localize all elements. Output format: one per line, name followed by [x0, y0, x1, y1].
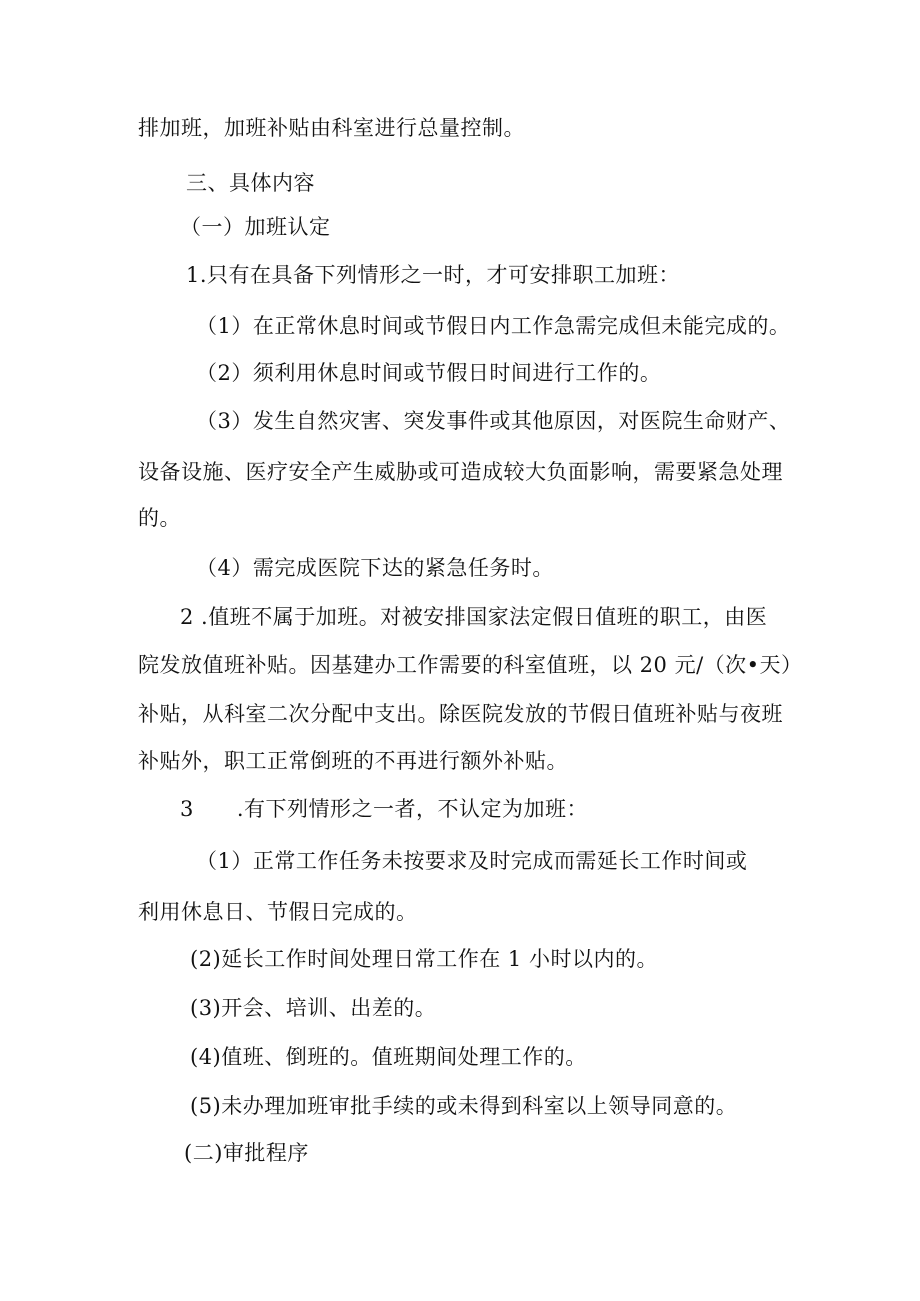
list-item: （1）在正常休息时间或节假日内工作急需完成但未能完成的。	[196, 314, 791, 338]
list-item: （2）须利用休息时间或节假日时间进行工作的。	[196, 361, 662, 385]
list-item: (4)值班、倒班的。值班期间处理工作的。	[190, 1045, 587, 1069]
paragraph-line: 1.只有在具备下列情形之一时，才可安排职工加班：	[186, 263, 681, 287]
paragraph-line: 补贴，从科室二次分配中支出。除医院发放的节假日值班补贴与夜班	[138, 702, 783, 726]
list-item: （3）发生自然灾害、突发事件或其他原因，对医院生命财产、	[196, 409, 791, 433]
list-item: (3)开会、培训、出差的。	[190, 996, 437, 1020]
paragraph-line: 排加班，加班补贴由科室进行总量控制。	[138, 116, 525, 140]
list-item: (2)延长工作时间处理日常工作在 1 小时以内的。	[190, 947, 658, 971]
paragraph-line: 设备设施、医疗安全产生威胁或可造成较大负面影响，需要紧急处理	[138, 460, 783, 484]
list-item: （4）需完成医院下达的紧急任务时。	[196, 556, 554, 580]
list-item: (5)未办理加班审批手续的或未得到科室以上领导同意的。	[190, 1094, 738, 1118]
list-item: （1）正常工作任务未按要求及时完成而需延长工作时间或	[196, 849, 748, 873]
paragraph-line: 院发放值班补贴。因基建办工作需要的科室值班，以 20 元/（次•天）	[138, 653, 803, 677]
subsection-heading: （一）加班认定	[180, 215, 331, 239]
section-heading: 三、具体内容	[186, 171, 315, 195]
paragraph-line: 3 .有下列情形之一者，不认定为加班：	[180, 797, 589, 821]
subsection-heading: (二)审批程序	[184, 1141, 309, 1165]
paragraph-line: 2 .值班不属于加班。对被安排国家法定假日值班的职工，由医	[180, 605, 768, 629]
paragraph-line: 的。	[138, 506, 181, 530]
paragraph-line: 补贴外，职工正常倒班的不再进行额外补贴。	[138, 749, 568, 773]
paragraph-line: 利用休息日、节假日完成的。	[138, 900, 418, 924]
